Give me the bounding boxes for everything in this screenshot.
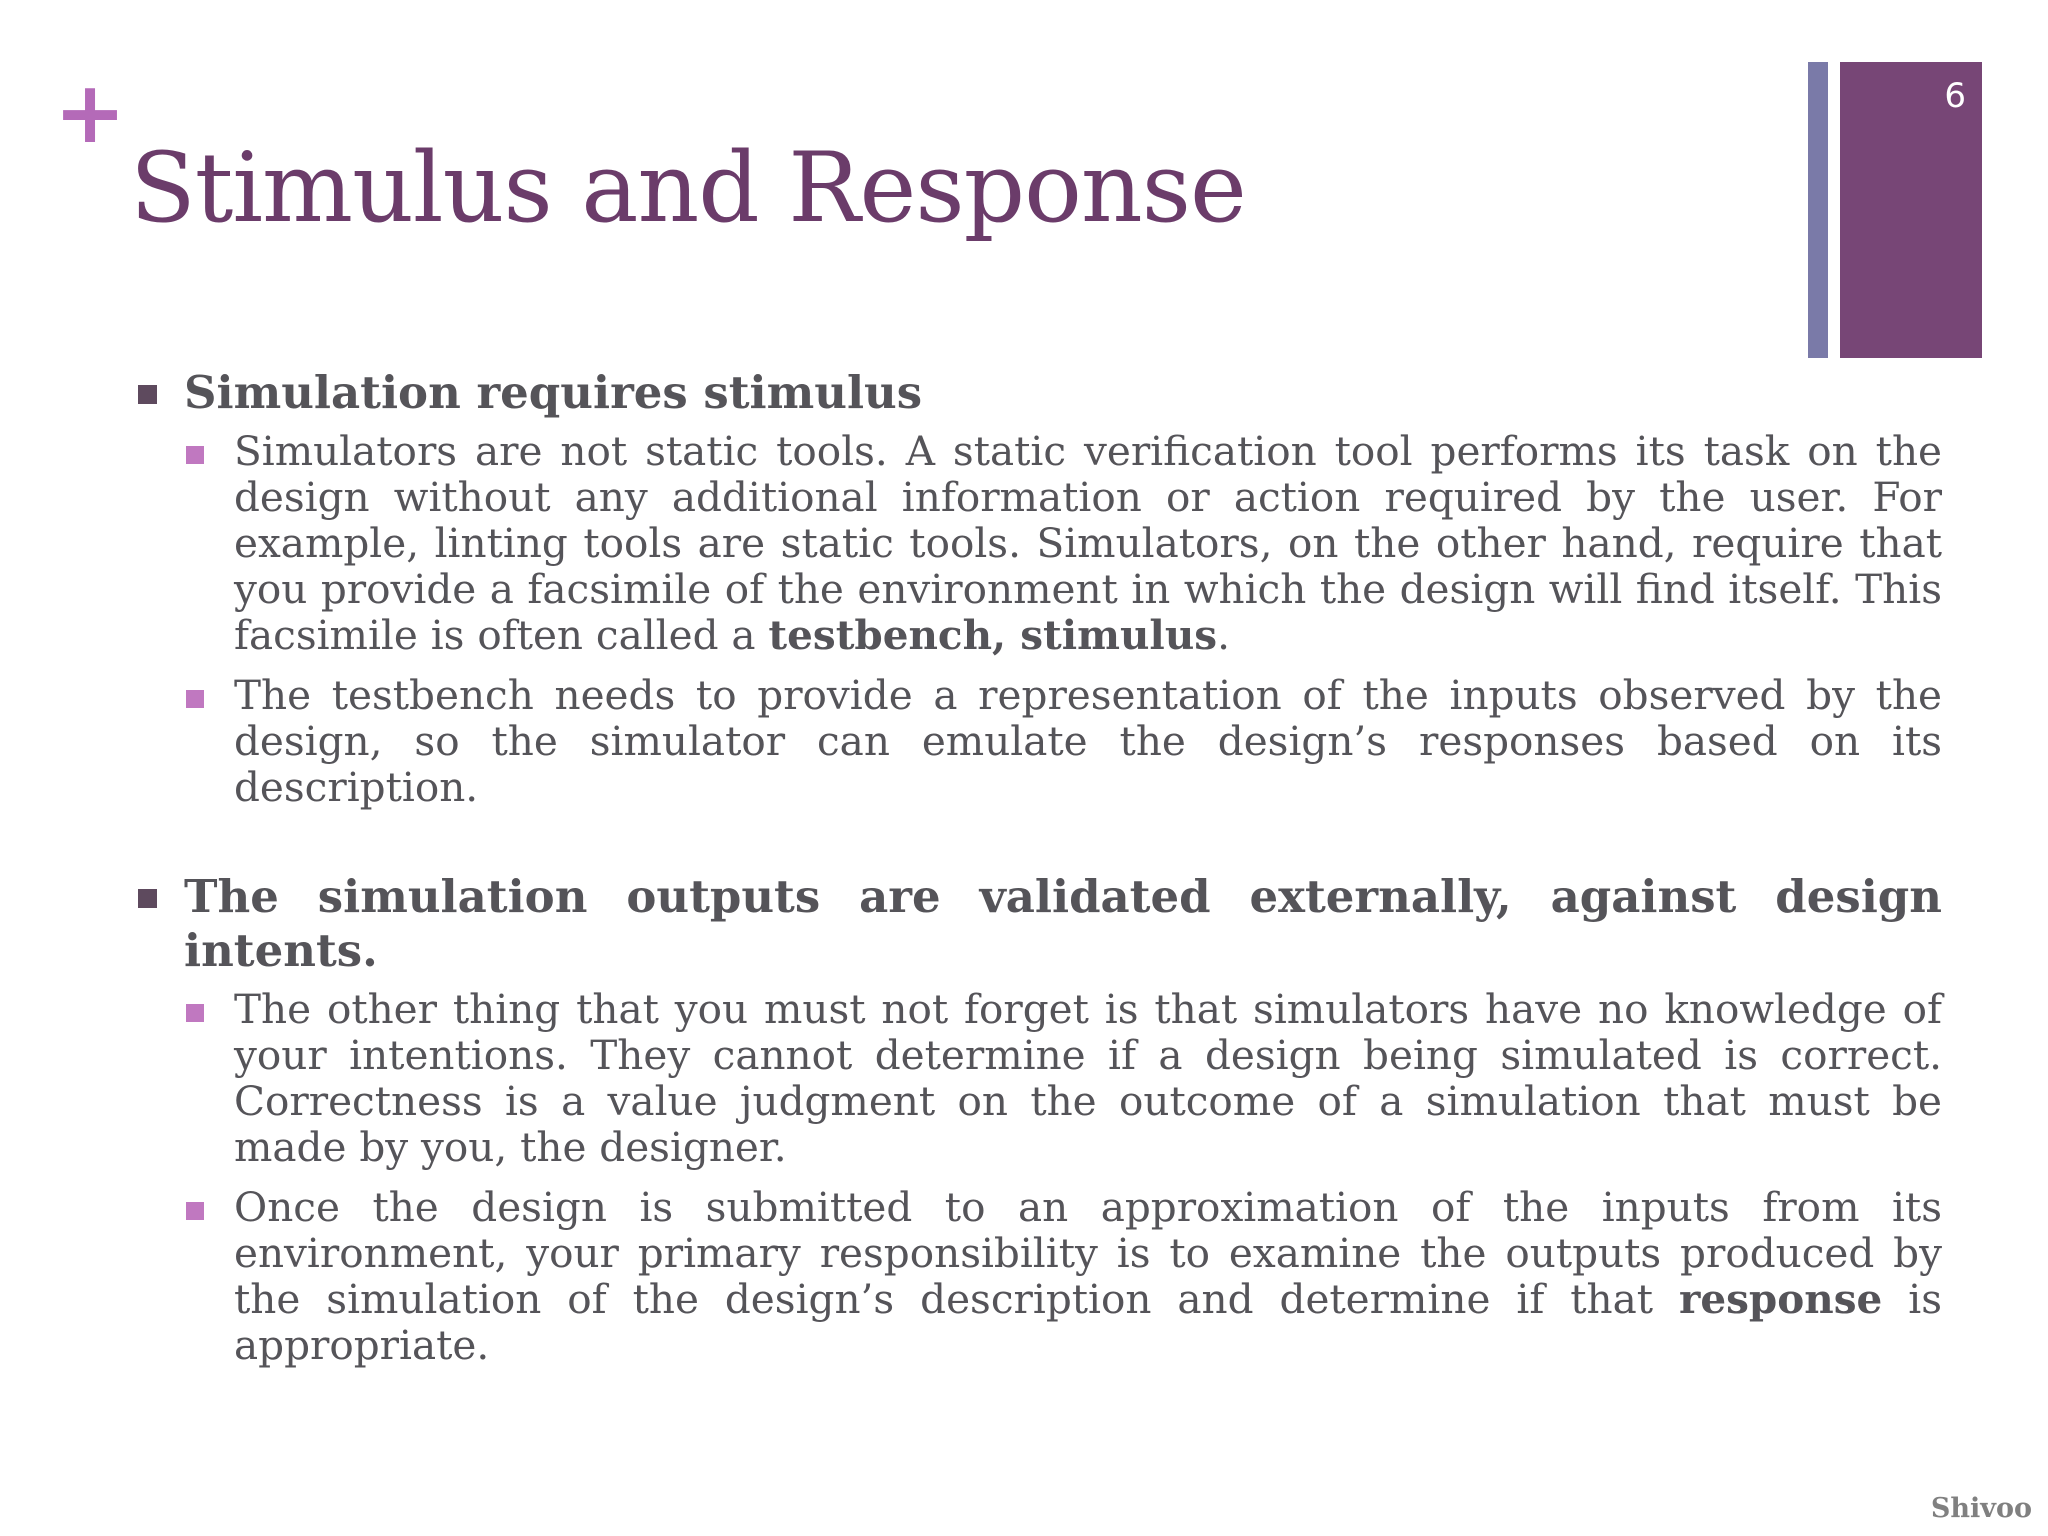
- slide-title: Stimulus and Response: [130, 132, 1246, 244]
- sub-bullet-text-end: is appropriate.: [234, 1275, 1942, 1369]
- page-number: 6: [1944, 76, 1966, 116]
- bullet-heading-stimulus: [134, 366, 1942, 420]
- square-bullet-icon: [186, 1202, 204, 1220]
- accent-bar-thin: [1808, 62, 1828, 358]
- square-bullet-icon: [186, 690, 204, 708]
- square-bullet-icon: [186, 446, 204, 464]
- sub-bullet-text: Once the design is submitted to an approximation of the inputs from its environment, your primary responsibility is to examine the outputs produced by the simulation of the design’s description and determine if that: [234, 1183, 1942, 1323]
- bullet-heading-outputs: [134, 870, 1942, 978]
- sub-bullet-no-knowledge: [134, 986, 1942, 1170]
- sub-bullet-text: Simulators are not static tools. A static verification tool performs its task on the design without any additional information or action required by the user. For example, linting tools are static tools. Simulators, on the other hand, require that you provide a facsimile of the environment in which the design will find itself. This facsimile is often called a: [234, 427, 1942, 659]
- bullet-heading-text: Simulation requires stimulus: [184, 366, 923, 419]
- square-bullet-icon: [138, 889, 157, 908]
- sub-bullet-text-end: .: [1217, 611, 1230, 659]
- sub-bullet-simulators-static: [134, 428, 1942, 658]
- sub-bullet-testbench: [134, 672, 1942, 810]
- square-bullet-icon: [186, 1004, 204, 1022]
- sub-bullet-text: The other thing that you must not forget is that simulators have no knowledge of your intentions. They cannot determine if a design being simulated is correct. Correctness is a value judgment on the outcome of a simulation that must be made by you, the designer.: [234, 985, 1942, 1171]
- sub-bullet-text: The testbench needs to provide a representation of the inputs observed by the design, so the simulator can emulate the design’s responses based on its description.: [234, 671, 1942, 811]
- sub-bullet-response: [134, 1184, 1942, 1368]
- author-credit: Shivoo: [1930, 1493, 2032, 1524]
- square-bullet-icon: [138, 385, 157, 404]
- bold-term-response: response: [1679, 1275, 1883, 1323]
- slide-body: [134, 366, 1942, 1368]
- bullet-heading-text: The simulation outputs are validated externally, against design intents.: [184, 870, 1942, 977]
- bold-term-testbench: testbench, stimulus: [768, 611, 1218, 659]
- plus-icon: +: [54, 63, 127, 163]
